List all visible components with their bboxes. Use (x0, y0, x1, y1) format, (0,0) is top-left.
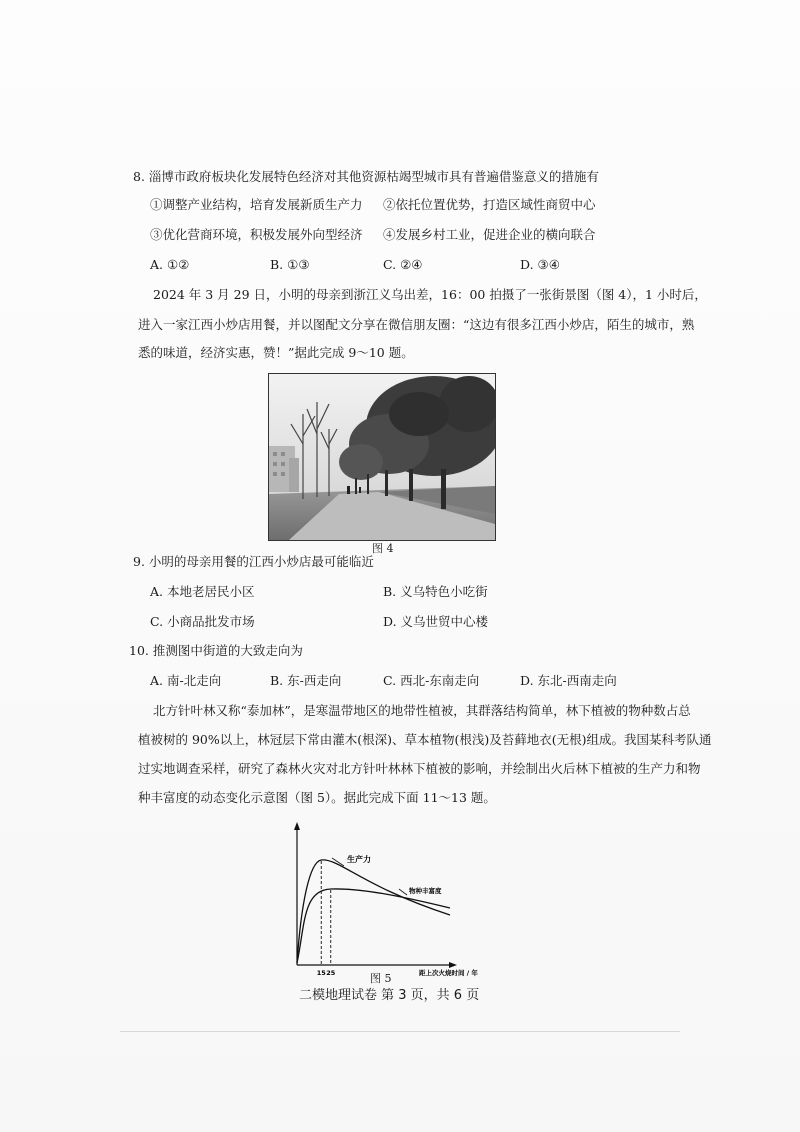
figure-5-caption: 图 5 (370, 972, 392, 985)
q9-stem: 9. 小明的母亲用餐的江西小炒店最可能临近 (133, 554, 374, 569)
figure-4-caption: 图 4 (372, 542, 394, 555)
chart-axes (294, 822, 457, 968)
street-photo (268, 373, 496, 541)
q10-option-d: D. 东北-西南走向 (520, 673, 617, 688)
q8-item-1: ①调整产业结构，培育发展新质生产力 (150, 197, 363, 212)
series-line-productivity (297, 860, 450, 963)
q8-stem: 8. 淄博市政府板块化发展特色经济对其他资源枯竭型城市具有普遍借鉴意义的措施有 (133, 169, 599, 184)
q9-option-a: A. 本地老居民小区 (150, 584, 255, 599)
q10-option-a: A. 南-北走向 (150, 673, 222, 688)
q9-option-c: C. 小商品批发市场 (150, 614, 255, 629)
richness-leader-line (399, 889, 407, 895)
passage1-line2: 进入一家江西小炒店用餐，并以图配文分享在微信朋友圈：“这边有很多江西小炒店，陌生的城市，熟 (138, 317, 695, 332)
passage2-line3: 过实地调查采样，研究了森林火灾对北方针叶林林下植被的影响，并绘制出火后林下植被的生产力和物 (138, 761, 701, 776)
q10-stem: 10. 推测图中街道的大致走向为 (129, 643, 303, 658)
passage1-line3: 悉的味道，经济实惠，赞！”据此完成 9～10 题。 (138, 345, 414, 360)
q10-option-b: B. 东-西走向 (270, 673, 342, 688)
x-tick-25: 25 (326, 969, 336, 977)
figure-5-chart (285, 820, 495, 980)
passage1-line1: 2024 年 3 月 29 日，小明的母亲到浙江义乌出差，16：00 拍摄了一张街景图（图 4），1 小时后， (153, 287, 707, 302)
q9-option-b: B. 义乌特色小吃街 (383, 584, 488, 599)
passage2-line1: 北方针叶林又称“泰加林”，是寒温带地区的地带性植被，其群落结构简单，林下植被的物种数占总 (153, 703, 691, 718)
q8-item-3: ③优化营商环境，积极发展外向型经济 (150, 227, 363, 242)
x-tick-15: 15 (316, 969, 326, 977)
q8-option-d: D. ③④ (520, 257, 560, 272)
street-photo-image (269, 374, 495, 540)
q10-option-c: C. 西北-东南走向 (383, 673, 480, 688)
label-species-richness: 物种丰富度 (409, 887, 442, 895)
page-footer: 二模地理试卷 第 3 页，共 6 页 (299, 988, 480, 1003)
bottom-divider (120, 1031, 680, 1032)
q9-option-d: D. 义乌世贸中心楼 (383, 614, 489, 629)
q8-option-b: B. ①③ (270, 257, 310, 272)
x-axis-arrow (449, 962, 457, 968)
label-productivity: 生产力 (347, 855, 371, 864)
passage2-line2: 植被树的 90%以上，林冠层下常由灌木(根深)、草本植物(根浅)及苔藓地衣(无根)组成。我国某科考队通 (138, 732, 712, 747)
y-axis-arrow (294, 822, 300, 830)
q8-item-4: ④发展乡村工业，促进企业的横向联合 (383, 227, 596, 242)
x-axis-label: 距上次火烧时间 / 年 (419, 969, 478, 977)
passage2-line4: 种丰富度的动态变化示意图（图 5）。据此完成下面 11～13 题。 (138, 790, 496, 805)
q8-option-c: C. ②④ (383, 257, 423, 272)
q8-item-2: ②依托位置优势，打造区域性商贸中心 (383, 197, 596, 212)
series-line-species-richness (297, 889, 450, 963)
q8-option-a: A. ①② (150, 257, 190, 272)
